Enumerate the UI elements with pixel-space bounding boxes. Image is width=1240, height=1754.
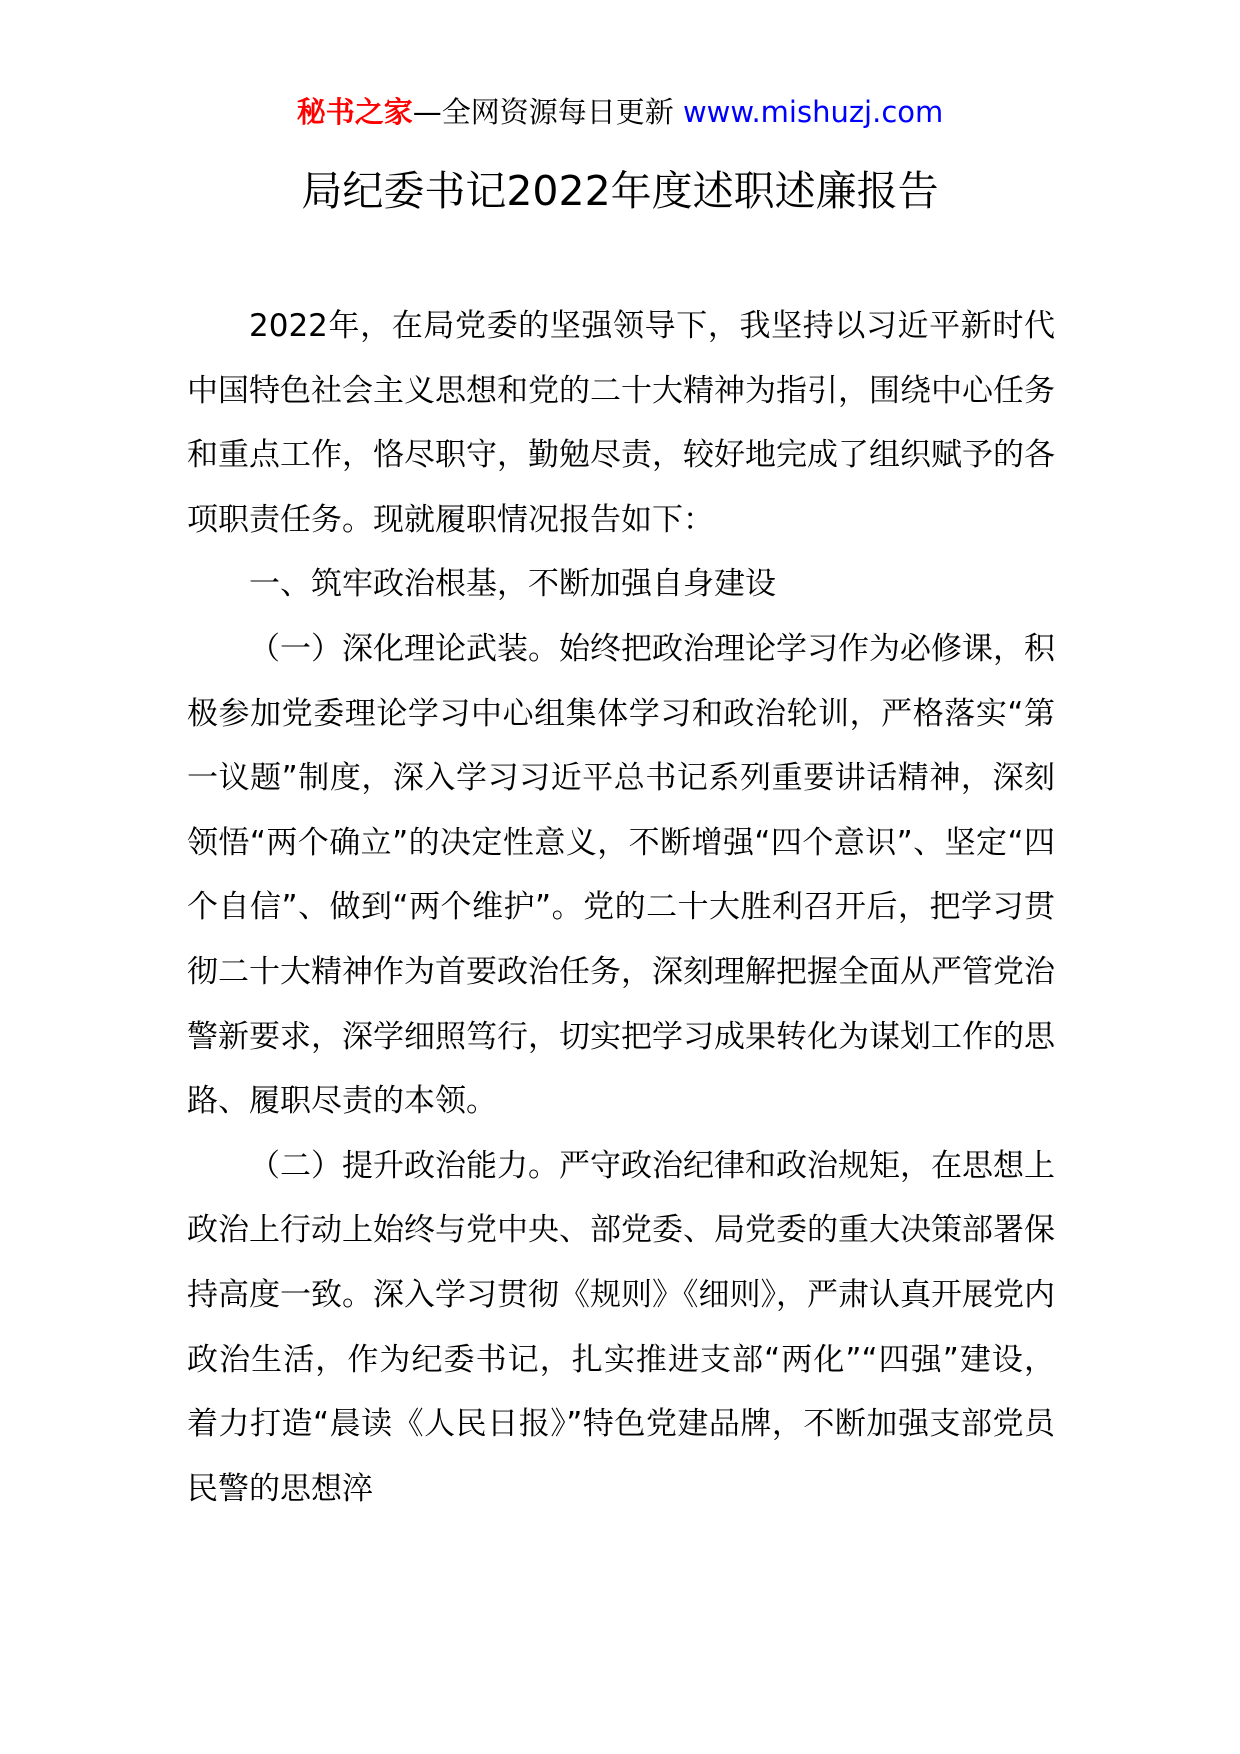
intro-paragraph: 2022年，在局党委的坚强领导下，我坚持以习近平新时代中国特色社会主义思想和党的二十大精神为指引，围绕中心任务和重点工作，恪尽职守，勤勉尽责，较好地完成了组织赋予的各项职责任务。现就履职情况报告如下： <box>187 308 1055 538</box>
header-tagline: —全网资源每日更新 <box>412 95 674 129</box>
section-heading: 一、筑牢政治根基，不断加强自身建设 <box>249 566 776 603</box>
brand-name: 秘书之家 <box>296 95 413 129</box>
document-body <box>187 294 1055 1521</box>
subsection-paragraph-2: （二）提升政治能力。严守政治纪律和政治规矩，在思想上政治上行动上始终与党中央、部党委、局党委的重大决策部署保持高度一致。深入学习贯彻《规则》《细则》，严肃认真开展党内政治生活，作为纪委书记，扎实推进支部“两化”“四强”建设，着力打造“晨读《人民日报》”特色党建品牌，不断加强支部党员民警的思想淬 <box>187 1147 1055 1507</box>
subsection-paragraph-1: （一）深化理论武装。始终把政治理论学习作为必修课，积极参加党委理论学习中心组集体学习和政治轮训，严格落实“第一议题”制度，深入学习习近平总书记系列重要讲话精神，深刻领悟“两个确立”的决定性意义，不断增强“四个意识”、坚定“四个自信”、做到“两个维护”。党的二十大胜利召开后，把学习贯彻二十大精神作为首要政治任务，深刻理解把握全面从严管党治警新要求，深学细照笃行，切实把学习成果转化为谋划工作的思路、履职尽责的本领。 <box>187 630 1055 1120</box>
site-url-link[interactable]: www.mishuzj.com <box>682 95 944 129</box>
document-title: 局纪委书记2022年度述职述廉报告 <box>301 167 939 215</box>
site-header <box>0 92 1240 132</box>
